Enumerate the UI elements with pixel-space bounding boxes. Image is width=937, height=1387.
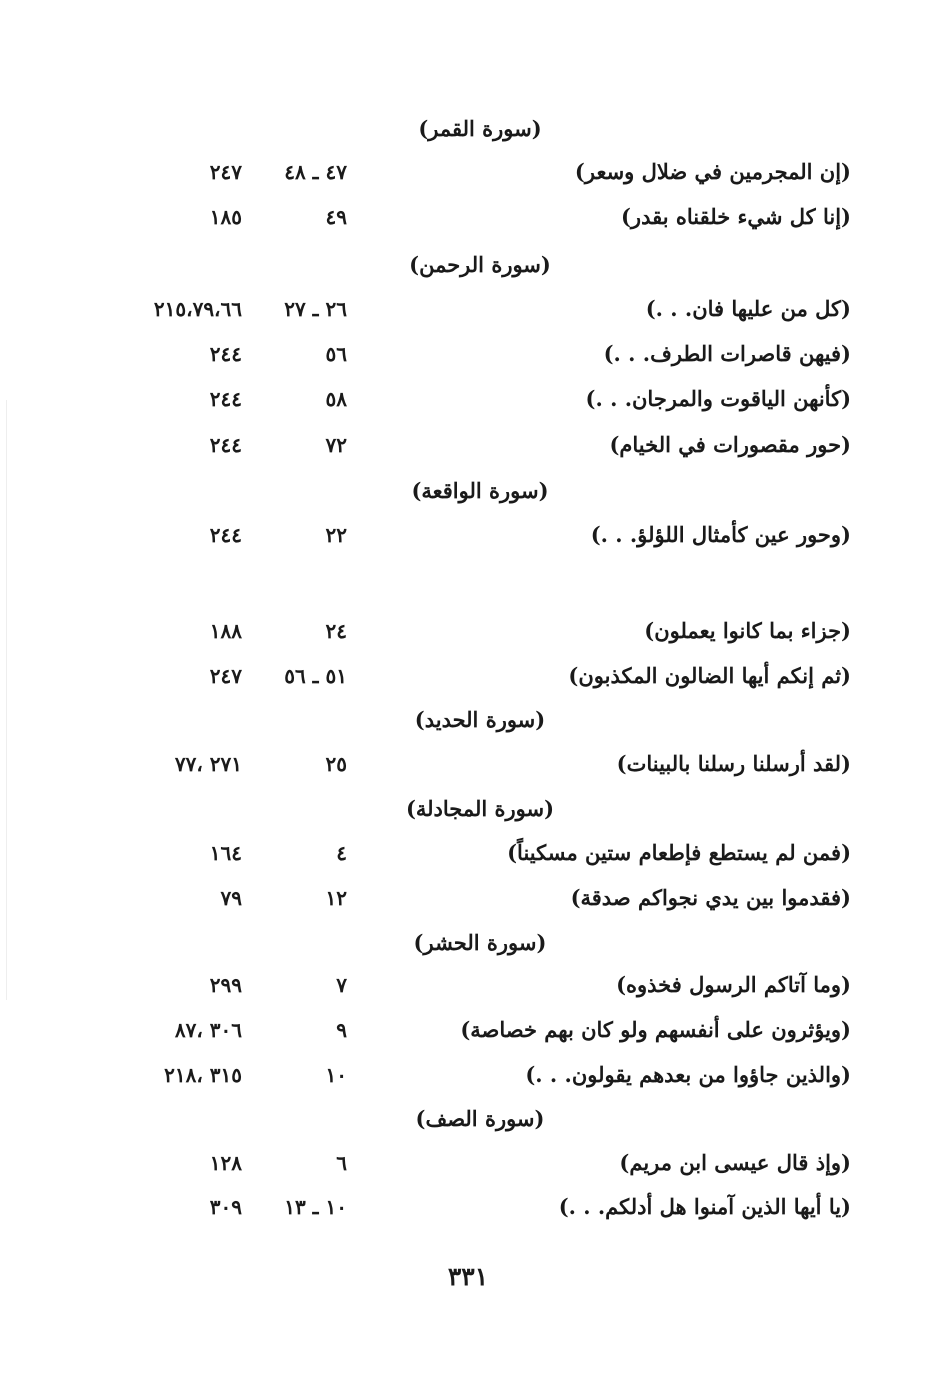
page-reference: ١٦٤ [209,841,242,865]
page-reference: ٢٤٤ [209,523,242,547]
ayah-number: ٤٩ [325,205,347,229]
page-reference: ٣١٥ ،٢١٨ [164,1063,242,1087]
page-reference: ٢٤٤ [209,342,242,366]
verse-text: (جزاء بما كانوا يعملون) [644,618,851,643]
surah-heading-waqia: (سورة الواقعة) [411,478,549,503]
ayah-number: ٤٧ ـ ٤٨ [284,160,347,184]
verse-text: (وحور عين كأمثال اللؤلؤ. . .) [590,522,851,547]
verse-text: (حور مقصورات في الخيام) [609,432,851,457]
verse-text: (فيهن قاصرات الطرف. . .) [603,341,851,366]
page-reference: ١٨٨ [209,619,242,643]
ayah-number: ٥٦ [325,342,347,366]
verse-text: (كل من عليها فان. . .) [645,296,851,321]
ayah-number: ١٠ ـ ١٣ [284,1195,347,1219]
surah-heading-hadid: (سورة الحديد) [414,707,546,732]
verse-text: (كأنهن الياقوت والمرجان. . .) [585,386,851,411]
page-reference: ٢٩٩ [209,973,242,997]
ayah-number: ١٢ [325,886,347,910]
verse-text: (ثم إنكم أيها الضالون المكذبون) [568,663,851,688]
ayah-number: ٧ [336,973,347,997]
page-reference: ٢٤٤ [209,433,242,457]
ayah-number: ٦ [336,1151,347,1175]
ayah-number: ٢٥ [325,752,347,776]
ayah-number: ٩ [336,1018,347,1042]
page-reference: ٢١٥،٧٩،٦٦ [153,297,242,321]
surah-heading-hashr: (سورة الحشر) [413,930,547,955]
ayah-number: ٢٤ [325,619,347,643]
verse-text: (فقدموا بين يدي نجواكم صدقة) [570,885,851,910]
page-reference: ١٨٥ [209,205,242,229]
verse-text: (ويؤثرون على أنفسهم ولو كان بهم خصاصة) [460,1017,851,1042]
page-reference: ٢٤٧ [209,664,242,688]
surah-heading-mujadala: (سورة المجادلة) [405,796,555,821]
verse-text: (وإذ قال عيسى ابن مريم) [619,1150,851,1175]
page-reference: ٢٧١ ،٧٧ [174,752,242,776]
ayah-number: ٤ [336,841,347,865]
ayah-number: ٢٢ [325,523,347,547]
ayah-number: ١٠ [325,1063,347,1087]
verse-text: (لقد أرسلنا رسلنا بالبينات) [616,751,851,776]
page-reference: ٣٠٦ ،٨٧ [174,1018,242,1042]
verse-text: (إن المجرمين في ضلال وسعر) [574,159,851,184]
verse-text: (إنا كل شيء خلقناه بقدر) [621,204,851,229]
ayah-number: ٥١ ـ ٥٦ [284,664,347,688]
page-number: ٣٣١ [447,1262,489,1291]
verse-text: (يا أيها الذين آمنوا هل أدلكم. . .) [558,1194,851,1219]
surah-heading-rahman: (سورة الرحمن) [409,252,551,277]
page-reference: ١٢٨ [209,1151,242,1175]
ayah-number: ٢٦ ـ ٢٧ [284,297,347,321]
page-reference: ٧٩ [220,886,242,910]
scan-edge-line [6,400,7,1000]
surah-heading-qamar: (سورة القمر) [418,116,542,141]
page-reference: ٢٤٧ [209,160,242,184]
surah-heading-saff: (سورة الصف) [415,1106,545,1131]
page-reference: ٢٤٤ [209,387,242,411]
verse-text: (وما آتاكم الرسول فخذوه) [616,972,851,997]
ayah-number: ٧٢ [325,433,347,457]
verse-text: (والذين جاؤوا من بعدهم يقولون. . .) [525,1062,851,1087]
page-reference: ٣٠٩ [209,1195,242,1219]
ayah-number: ٥٨ [325,387,347,411]
verse-text: (فمن لم يستطع فإطعام ستين مسكيناً) [507,840,851,865]
